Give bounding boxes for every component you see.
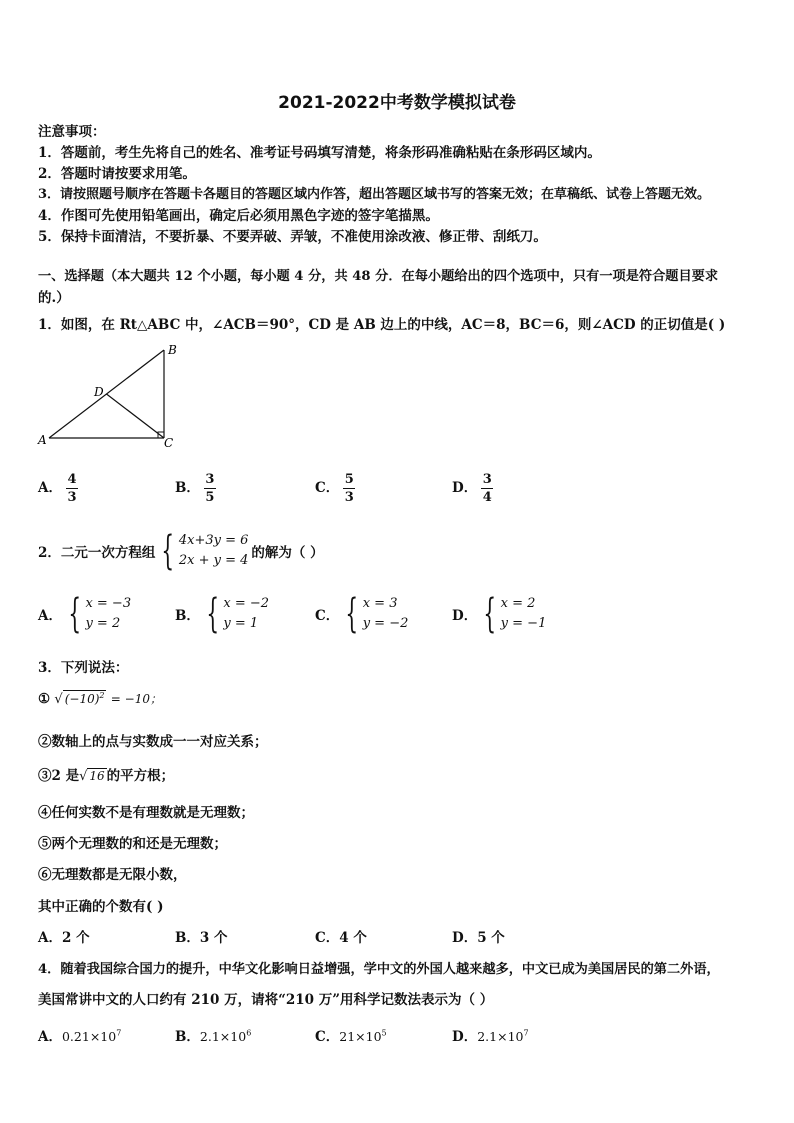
notice-item: 5．保持卡面清洁，不要折暴、不要弄破、弄皱，不准使用涂改液、修正带、刮纸刀。 — [38, 229, 547, 245]
question-3-ask: 其中正确的个数有( ) — [38, 899, 164, 915]
option-c[interactable]: C． { x = 3 y = −2 — [315, 591, 409, 637]
section-heading: 一、选择题（本大题共 12 个小题，每小题 4 分，共 48 分．在每小题给出的四个选项中，只有一项是符合题目要求 — [38, 269, 719, 284]
page-title: 2021-2022中考数学模拟试卷 — [278, 93, 516, 113]
option-b[interactable]: B． $\frac{3}{5}$ — [175, 472, 215, 505]
label-b: B — [168, 343, 177, 357]
question-4-stem-cont: 美国常讲中文的人口约有 210 万，请将“210 万”用科学记数法表示为（ ） — [38, 992, 494, 1008]
option-c[interactable]: C．4 个 — [315, 930, 367, 946]
option-c[interactable]: C． $\frac{5}{3}$ — [315, 472, 354, 505]
statement-6: ⑥无理数都是无限小数， — [38, 867, 187, 883]
section-heading-cont: 的.） — [38, 290, 70, 306]
question-4-stem: 4．随着我国综合国力的提升，中华文化影响日益增强，学中文的外国人越来越多，中文已成为美国居民的第二外语， — [38, 962, 720, 977]
triangle-figure — [34, 340, 184, 450]
statement-3: ③2 是√ 16 的平方根； — [38, 768, 175, 784]
notice-item: 1．答题前，考生先将自己的姓名、准考证号码填写清楚，将条形码准确粘贴在条形码区域内。 — [38, 145, 601, 161]
option-b[interactable]: B． { x = −2 y = 1 — [175, 591, 270, 637]
notice-item: 3．请按照题号顺序在答题卡各题目的答题区域内作答，超出答题区域书写的答案无效；在草稿纸、试卷上答题无效。 — [38, 187, 711, 202]
option-a[interactable]: A． $\frac{4}{3}$ — [38, 472, 77, 505]
option-d[interactable]: D． { x = 2 y = −1 — [452, 591, 547, 637]
label-a: A — [38, 433, 47, 447]
option-a[interactable]: A．$0.21\times 10^7$ — [38, 1028, 122, 1045]
question-1-stem: 1．如图，在 Rt△ABC 中，∠ACB＝90°，CD 是 AB 边上的中线，AC＝8，BC＝6，则∠ACD 的正切值是( ) — [38, 317, 726, 333]
option-d[interactable]: D．$2.1\times 10^7$ — [452, 1028, 529, 1045]
notice-heading: 注意事项： — [38, 124, 106, 140]
option-d[interactable]: D．5 个 — [452, 930, 505, 946]
statement-2: ②数轴上的点与实数成一一对应关系； — [38, 734, 268, 750]
notice-item: 2．答题时请按要求用笔。 — [38, 166, 196, 182]
option-a[interactable]: A．2 个 — [38, 930, 90, 946]
notice-item: 4．作图可先使用铅笔画出，确定后必须用黑色字迹的签字笔描黑。 — [38, 208, 439, 224]
segment-cd — [107, 394, 165, 438]
statement-4: ④任何实数不是有理数就是无理数； — [38, 805, 254, 821]
option-b[interactable]: B．$2.1\times 10^6$ — [175, 1028, 252, 1045]
question-3-stem: 3．下列说法： — [38, 660, 129, 676]
label-c: C — [164, 436, 174, 450]
label-d: D — [94, 385, 104, 399]
option-b[interactable]: B．3 个 — [175, 930, 228, 946]
question-2-stem: 2．二元一次方程组 { 4x+3y = 6 2x + y = 4 的解为（ ） — [38, 528, 324, 574]
statement-1: ① √ $(-10)^2 = -10$； — [38, 691, 162, 707]
option-c[interactable]: C．$21\times 10^5$ — [315, 1028, 387, 1045]
option-a[interactable]: A． { x = −3 y = 2 — [38, 591, 132, 637]
statement-5: ⑤两个无理数的和还是无理数； — [38, 836, 227, 852]
option-d[interactable]: D． $\frac{3}{4}$ — [452, 472, 492, 505]
